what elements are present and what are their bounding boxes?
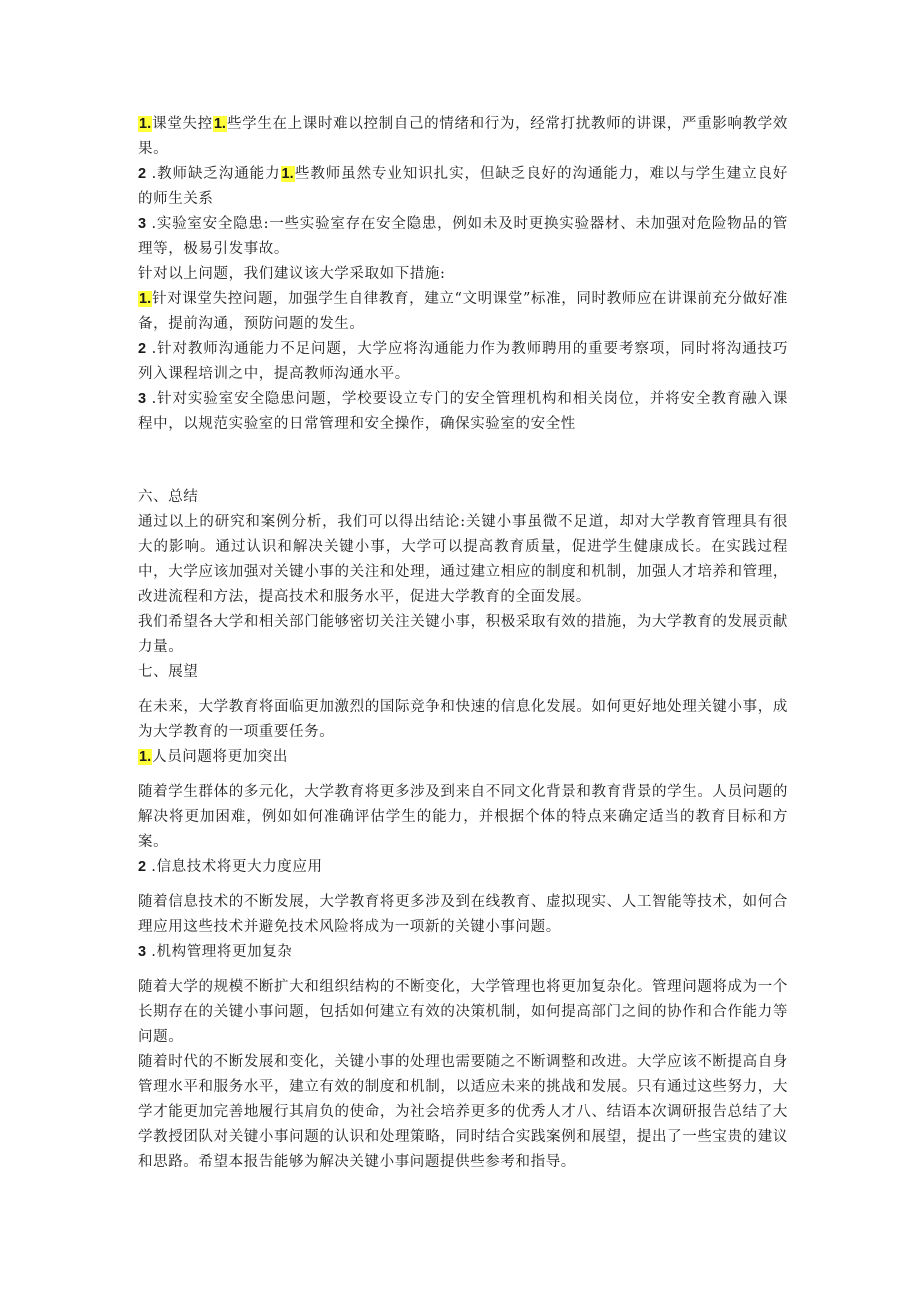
- highlighted-list-number: 1.: [139, 749, 152, 765]
- paragraph-text: 课堂失控: [152, 116, 213, 132]
- spacer: [138, 685, 788, 695]
- subheading-institution: [138, 940, 788, 965]
- paragraph-text: 随着时代的不断发展和变化，关键小事的处理也需要随之不断调整和改进。大学应该不断提高自身管理水平和服务水平，建立有效的制度和机制，以适应未来的挑战和发展。只有通过这些努力，大学才能更加完善地履行其肩负的使命，为社会培养更多的优秀人才八、结语本次调研报告总结了大学教授团队对关键小事问题的认识和处理策略，同时结合实践案例和展望，提出了一些宝贵的建议和思路。希望本报告能够为解决关键小事问题提供些参考和指导。: [138, 1054, 788, 1170]
- section-heading-outlook: 七、展望: [138, 664, 199, 680]
- paragraph-text: 些学生在上课时难以控制自己的情绪和行为，经常打扰教师的讲课，严重影响教学效果。: [138, 116, 788, 157]
- spacer: [138, 770, 788, 780]
- spacer: [138, 965, 788, 975]
- highlighted-list-number: 1.: [139, 291, 152, 307]
- paragraph-measure-1: [138, 287, 788, 337]
- paragraph-text: 在未来，大学教育将面临更加激烈的国际竞争和快速的信息化发展。如何更好地处理关键小事，成为大学教育的一项重要任务。: [138, 699, 788, 740]
- paragraph-text: 针对课堂失控问题，加强学生自律教育，建立“文明课堂”标准，同时教师应在讲课前充分做好准备，提前沟通，预防问题的发生。: [138, 291, 788, 332]
- list-number: 2: [138, 859, 147, 875]
- paragraph-text: 随着学生群体的多元化，大学教育将更多涉及到来自不同文化背景和教育背景的学生。人员问题的解决将更加困难，例如如何准确评估学生的能力，并根据个体的特点来确定适当的教育目标和方案。: [138, 784, 788, 850]
- paragraph-lab-safety: [138, 212, 788, 262]
- list-number: 3: [138, 944, 147, 960]
- highlighted-list-number: 1.: [213, 116, 226, 132]
- paragraph-conclusion: [138, 1050, 788, 1175]
- subheading-it: [138, 855, 788, 880]
- list-number: 2: [138, 166, 147, 182]
- paragraph-hope: [138, 610, 788, 660]
- spacer: [138, 880, 788, 890]
- paragraph-text: .机构管理将更加复杂: [146, 944, 293, 960]
- document-page: [138, 112, 788, 1175]
- paragraph-text: 随着大学的规模不断扩大和组织结构的不断变化，大学管理也将更加复杂化。管理问题将成为一个长期存在的关键小事问题，包括如何建立有效的决策机制，如何提高部门之间的协作和合作能力等问题。: [138, 979, 788, 1045]
- paragraph-text: 随着信息技术的不断发展，大学教育将更多涉及到在线教育、虚拟现实、人工智能等技术，如何合理应用这些技术并避免技术风险将成为一项新的关键小事问题。: [138, 894, 788, 935]
- paragraph-text: 我们希望各大学和相关部门能够密切关注关键小事，积极采取有效的措施，为大学教育的发展贡献力量。: [138, 614, 788, 655]
- highlighted-list-number: 1.: [281, 166, 294, 182]
- paragraph-text: .信息技术将更大力度应用: [146, 859, 323, 875]
- paragraph-text: .实验室安全隐患:一些实验室存在安全隐患，例如未及时更换实验器材、未加强对危险物品的管理等，极易引发事故。: [138, 216, 788, 257]
- paragraph-personnel: [138, 780, 788, 855]
- paragraph-it: [138, 890, 788, 940]
- paragraph-text: 人员问题将更加突出: [152, 749, 288, 765]
- list-number: 2: [138, 341, 147, 357]
- highlighted-list-number: 1.: [139, 116, 152, 132]
- paragraph-measure-2: [138, 337, 788, 387]
- spacer: [138, 437, 788, 485]
- paragraph-text: .教师缺乏沟通能力: [146, 166, 281, 182]
- section-heading-summary: 六、总结: [138, 489, 199, 505]
- paragraph-measure-3: [138, 387, 788, 437]
- paragraph-text: .针对教师沟通能力不足问题，大学应将沟通能力作为教师聘用的重要考察项，同时将沟通技巧列入课程培训之中，提高教师沟通水平。: [138, 341, 788, 382]
- paragraph-teacher-communication: [138, 162, 788, 212]
- list-number: 3: [138, 391, 147, 407]
- paragraph-summary: [138, 510, 788, 610]
- paragraph-measures-intro: [138, 262, 788, 287]
- paragraph-institution: [138, 975, 788, 1050]
- paragraph-classroom-out-of-control: [138, 112, 788, 162]
- subheading-personnel: [138, 745, 788, 770]
- paragraph-text: .针对实验室安全隐患问题，学校要设立专门的安全管理机构和相关岗位，并将安全教育融入课程中，以规范实验室的日常管理和安全操作，确保实验室的安全性: [138, 391, 788, 432]
- list-number: 3: [138, 216, 147, 232]
- paragraph-text: 针对以上问题，我们建议该大学采取如下措施:: [138, 266, 446, 282]
- paragraph-future: [138, 695, 788, 745]
- paragraph-text: 通过以上的研究和案例分析，我们可以得出结论:关键小事虽微不足道，却对大学教育管理具有很大的影响。通过认识和解决关键小事，大学可以提高教育质量，促进学生健康成长。在实践过程中，大学应该加强对关键小事的关注和处理，通过建立相应的制度和机制，加强人才培养和管理，改进流程和方法，提高技术和服务水平，促进大学教育的全面发展。: [138, 514, 788, 605]
- paragraph-text: 些教师虽然专业知识扎实，但缺乏良好的沟通能力，难以与学生建立良好的师生关系: [138, 166, 789, 207]
